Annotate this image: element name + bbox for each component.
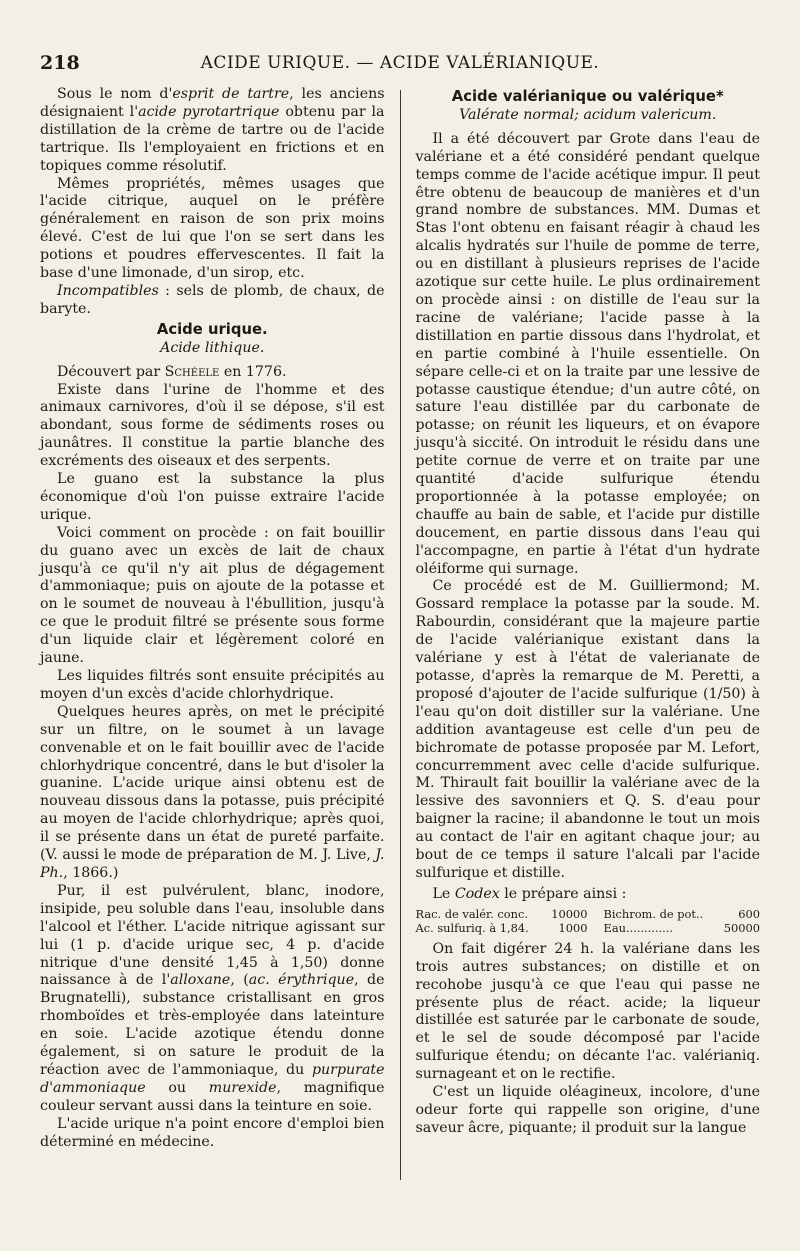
recipe-quantity: 600 xyxy=(738,906,760,921)
paragraph: On fait digérer 24 h. la valériane dans les trois autres substances; on distille et on recohobe jusqu'à ce que l'eau qui passe ne présente plus de réact. acide; la liqueur distillée est saturée par le carbonate de soude, et le sel de soude décomposé par l'acide sulfurique étendu; on décante l'ac. valérianiq. surnageant et on le rectifie. xyxy=(415,940,760,1083)
text-run: , les anciens désignaient l' xyxy=(40,86,385,120)
text-run: Découvert par xyxy=(57,363,165,380)
italic-term: esprit de tartre xyxy=(172,86,290,102)
italic-term: alloxane xyxy=(170,972,231,989)
recipe-ingredient: Bichrom. de pot.. xyxy=(603,906,704,921)
paragraph xyxy=(40,704,385,883)
text-run: , de Brugnatelli), substance cristallisant en gros rhomboïdes et très-employée dans lateinture en soie. L'acide azotique étendu donne également, si on sature le produit de la réaction avec de l'ammoniaque, du xyxy=(40,972,385,1078)
paragraph xyxy=(40,283,385,319)
recipe-quantity: 50000 xyxy=(723,920,760,935)
paragraph: Voici comment on procède : on fait bouillir du guano avec un excès de lait de chaux jusqu'à ce qu'il n'y ait plus de dégagement d'ammoniaque; puis on ajoute de la potasse et on le soumet de nouveau à l'ébullition, jusqu'à ce que le produit filtré se présente sous forme d'un liquide clair et légèrement coloré en jaune. xyxy=(40,524,385,667)
text-columns xyxy=(40,86,760,1180)
section-subtitle: Acide lithique. xyxy=(160,339,265,356)
page-number: 218 xyxy=(40,52,80,74)
table-row xyxy=(415,907,760,921)
column-rule xyxy=(400,90,401,1180)
author-name: Schéele xyxy=(164,363,220,380)
italic-term: Incompatibles xyxy=(57,282,159,299)
paragraph: Le guano est la substance la plus économique d'où l'on puisse extraire l'acide urique. xyxy=(40,471,385,523)
recipe-ingredient: Rac. de valér. conc. xyxy=(415,906,529,921)
paragraph: L'acide urique n'a point encore d'emploi bien déterminé en médecine. xyxy=(40,1115,385,1150)
recipe-quantity: 10000 xyxy=(551,906,588,921)
text-run: Pur, il est pulvérulent, blanc, inodore, insipide, peu soluble dans l'eau, insoluble dans l'alcool et l'éther. L'acide nitrique agissant sur lui (1 p. d'acide urique sec, 4 p. d'acide nitrique d'une densité 1,45 à 1,50) donne naissance à de l' xyxy=(40,882,385,989)
paragraph xyxy=(40,883,385,1116)
running-title: ACIDE URIQUE. — ACIDE VALÉRIANIQUE. xyxy=(200,53,600,73)
text-run: , magnifique couleur servant aussi dans la teinture en soie. xyxy=(40,1079,385,1114)
text-run: ou xyxy=(145,1079,209,1096)
italic-term: ac. érythrique xyxy=(248,972,355,989)
left-column xyxy=(40,86,385,1180)
text-run: en 1776. xyxy=(219,363,287,380)
italic-term: J. Ph. xyxy=(40,847,385,881)
text-run: Quelques heures après, on met le précipité sur un filtre, on le soumet à un lavage convenable et on le fait bouillir avec de l'acide chlorhydrique concentré, dans le but d'isoler la guanine. L'acide urique ainsi obtenu est de nouveau dissous dans la potasse, puis précipité au moyen de l'acide chlorhydrique; après quoi, il se présente dans un état de pureté parfaite. (V. aussi le mode de préparation de M. J. Live, xyxy=(40,703,385,864)
italic-term: acide pyrotartrique xyxy=(138,103,280,120)
text-run: Le xyxy=(432,885,455,902)
section-heading-valerianic-acid: Acide valérianique ou valérique* xyxy=(451,88,724,105)
section-heading-uric-acid: Acide urique. xyxy=(156,320,268,338)
text-run: : sels de plomb, de chaux, de baryte. xyxy=(40,282,385,317)
right-column xyxy=(415,86,760,1180)
paragraph: Les liquides filtrés sont ensuite précipités au moyen d'un excès d'acide chlorhydrique. xyxy=(40,668,385,702)
paragraph xyxy=(415,886,760,904)
paragraph: Mêmes propriétés, mêmes usages que l'acide citrique, auquel on le préfère généralement en raison de son prix moins élevé. C'est de lui que l'on se sert dans les potions et poudres effervescentes. Il fait la base d'une limonade, d'un sirop, etc. xyxy=(40,175,385,282)
paragraph: Il a été découvert par Grote dans l'eau de valériane et a été considéré pendant quelque temps comme de l'acide acétique impur. Il peut être obtenu de beaucoup de manières et d'un grand nombre de substances. MM. Dumas et Stas l'ont obtenu en faisant réagir à chaud les alcalis hydratés sur l'huile de pomme de terre, ou en distillant à plusieurs reprises de l'acide azotique sur cette huile. Le plus ordinairement on procède ainsi : on distille de l'eau sur la racine de valériane; l'acide passe à la distillation en partie dissous dans l'hydrolat, et en partie combiné à l'huile essentielle. On sépare celle-ci et on la traite par une lessive de potasse caustique étendue; d'un autre côté, on sature l'eau distillée par du carbonate de potasse; on réunit les liqueurs, et on évapore jusqu'à siccité. On introduit le résidu dans une petite cornue de verre et on traite par une quantité d'acide sulfurique étendu proportionnée à la potasse employée; on chauffe au bain de sable, et l'acide pur distille doucement, en partie dissous dans l'eau qui l'accompagne, en partie à l'état d'un hydrate oléiforme qui surnage. xyxy=(415,130,760,577)
section-subtitle: Valérate normal; acidum valericum. xyxy=(459,106,717,123)
paragraph xyxy=(40,364,385,382)
text-run: obtenu par la distillation de la crème de tartre ou de l'acide tartrique. Ils l'employaient en frictions et en topiques comme résolutif. xyxy=(40,103,385,174)
recipe-table xyxy=(415,907,760,935)
page-header xyxy=(40,52,760,82)
text-run: , 1866.) xyxy=(63,864,119,881)
italic-term: Codex xyxy=(454,885,500,902)
text-run: , ( xyxy=(230,972,249,989)
paragraph: C'est un liquide oléagineux, incolore, d'une odeur forte qui rappelle son origine, d'une saveur âcre, piquante; il produit sur la langue xyxy=(415,1084,760,1136)
paragraph: Existe dans l'urine de l'homme et des animaux carnivores, d'où il se dépose, s'il est abondant, sous forme de sédiments roses ou jaunâtres. Il constitue la partie blanche des excréments des oiseaux et des serpents. xyxy=(40,381,385,470)
paragraph: Ce procédé est de M. Guilliermond; M. Gossard remplace la potasse par la soude. M. Rabourdin, considérant que la majeure partie de l'acide valérianique existant dans la valériane y est à l'état de valerianate de potasse, d'après la remarque de M. Peretti, a proposé d'ajouter de l'acide sulfurique (1/50) à l'eau qu'on doit distiller sur la valériane. Une addition avantageuse est celle d'un peu de bichromate de potasse proposée par M. Lefort, concurremment avec celle d'acide sulfurique. M. Thirault fait bouillir la valériane avec de la lessive des savonniers et Q. S. d'eau pour baigner la racine; il abandonne le tout un mois au contact de l'air en agitant chaque jour; au bout de ce temps il sature l'alcali par l'acide sulfurique et distille. xyxy=(415,578,760,881)
recipe-ingredient: Ac. sulfuriq. à 1,84. xyxy=(415,920,529,935)
italic-term: purpurate d'ammoniaque xyxy=(40,1061,385,1096)
recipe-quantity: 1000 xyxy=(558,920,588,935)
text-run: le prépare ainsi : xyxy=(499,885,627,902)
paragraph xyxy=(40,86,385,176)
table-row xyxy=(415,921,760,935)
text-run: Sous le nom d' xyxy=(57,86,173,102)
italic-term: murexide xyxy=(208,1079,277,1096)
recipe-ingredient: Eau............. xyxy=(603,920,674,935)
